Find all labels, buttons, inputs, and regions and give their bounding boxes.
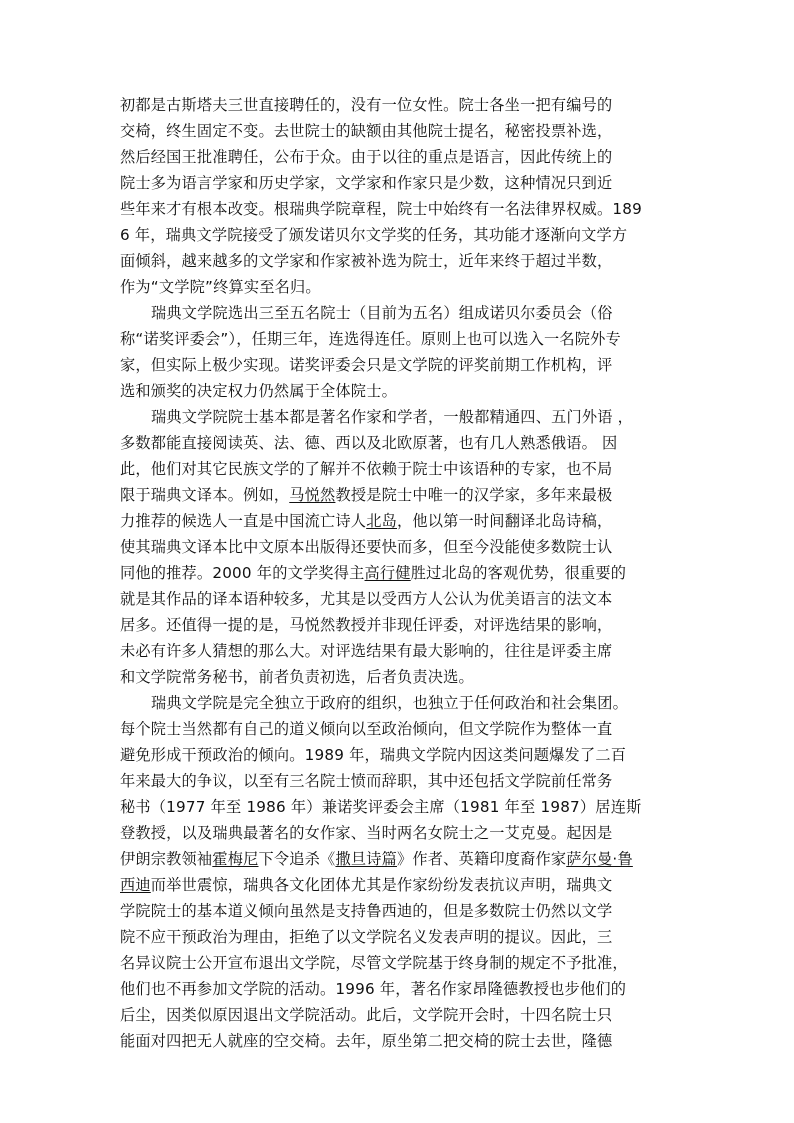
text-line	[120, 196, 680, 222]
text-segment: 力推荐的候选人一直是中国流亡诗人	[120, 512, 367, 530]
hyperlink[interactable]: 北岛	[366, 512, 397, 530]
text-segment: 下令追杀《	[258, 850, 336, 868]
text-segment: 年来最大的争议，以至有三名院士愤而辞职，其中还包括文学院前任常务	[120, 772, 613, 790]
text-line	[120, 118, 680, 144]
hyperlink[interactable]: 撒旦诗篇	[335, 850, 397, 868]
text-line	[120, 820, 680, 846]
text-segment: 初都是古斯塔夫三世直接聘任的，没有一位女性。院士各坐一把有编号的	[120, 96, 613, 114]
text-line	[120, 482, 680, 508]
text-line	[120, 456, 680, 482]
text-segment: 院士多为语言学家和历史学家，文学家和作家只是少数，这种情况只到近	[120, 174, 613, 192]
text-segment: 伊朗宗教领袖	[120, 850, 213, 868]
text-segment: 瑞典文学院是完全独立于政府的组织，也独立于任何政治和社会集团。	[151, 694, 629, 712]
text-line	[120, 92, 680, 118]
text-line	[120, 664, 680, 690]
text-segment: 避免形成干预政治的倾向。1989 年，瑞典文学院内因这类问题爆发了二百	[120, 746, 627, 764]
text-segment: 作为“文学院”终算实至名归。	[120, 278, 321, 296]
text-segment: 选和颁奖的决定权力仍然属于全体院士。	[120, 382, 397, 400]
text-line	[120, 560, 680, 586]
text-segment: 居多。还值得一提的是，马悦然教授并非现任评委，对评选结果的影响，	[120, 616, 613, 634]
text-segment: 》作者、英籍印度裔作家	[397, 850, 567, 868]
hyperlink[interactable]: 高行健	[364, 564, 411, 582]
text-line	[120, 430, 680, 456]
text-line	[120, 950, 680, 976]
text-line	[120, 1002, 680, 1028]
text-line	[120, 976, 680, 1002]
text-line	[120, 170, 680, 196]
text-line	[120, 508, 680, 534]
text-line	[120, 378, 680, 404]
text-segment: 院不应干预政治为理由，拒绝了以文学院名义发表声明的提议。因此，三	[120, 928, 613, 946]
text-line	[120, 846, 680, 872]
text-segment: 秘书（1977 年至 1986 年）兼诺奖评委会主席（1981 年至 1987）居连斯	[120, 798, 642, 816]
text-line	[120, 352, 680, 378]
text-segment: 胜过北岛的客观优势，很重要的	[410, 564, 627, 582]
text-segment: 登教授，以及瑞典最著名的女作家、当时两名女院士之一艾克曼。起因是	[120, 824, 613, 842]
text-segment: 面倾斜，越来越多的文学家和作家被补选为院士，近年来终于超过半数，	[120, 252, 613, 270]
text-segment: 限于瑞典文译本。例如，	[120, 486, 290, 504]
text-segment: 家，但实际上极少实现。诺奖评委会只是文学院的评奖前期工作机构，评	[120, 356, 613, 374]
text-line	[120, 274, 680, 300]
text-segment: 能面对四把无人就座的空交椅。去年，原坐第二把交椅的院士去世，隆德	[120, 1032, 613, 1050]
document-page	[120, 92, 680, 1054]
hyperlink[interactable]: 霍梅尼	[212, 850, 259, 868]
text-line	[120, 794, 680, 820]
hyperlink[interactable]: 西迪	[120, 876, 151, 894]
text-line	[120, 898, 680, 924]
text-segment: 6 年，瑞典文学院接受了颁发诺贝尔文学奖的任务，其功能才逐渐向文学方	[120, 226, 628, 244]
text-segment: 后尘，因类似原因退出文学院活动。此后，文学院开会时，十四名院士只	[120, 1006, 613, 1024]
text-line	[120, 872, 680, 898]
text-line	[120, 300, 680, 326]
hyperlink[interactable]: 萨尔曼·鲁	[566, 850, 633, 868]
text-segment: ，他以第一时间翻译北岛诗稿，	[396, 512, 613, 530]
text-segment: 学院院士的基本道义倾向虽然是支持鲁西迪的，但是多数院士仍然以文学	[120, 902, 613, 920]
text-line	[120, 534, 680, 560]
text-line	[120, 690, 680, 716]
text-segment: 瑞典文学院选出三至五名院士（目前为五名）组成诺贝尔委员会（俗	[151, 304, 613, 322]
text-segment: 就是其作品的译本语种较多，尤其是以受西方人公认为优美语言的法文本	[120, 590, 613, 608]
text-segment: 他们也不再参加文学院的活动。1996 年，著名作家昂隆德教授也步他们的	[120, 980, 627, 998]
text-line	[120, 638, 680, 664]
text-segment: 然后经国王批准聘任，公布于众。由于以往的重点是语言，因此传统上的	[120, 148, 613, 166]
text-segment: 未必有许多人猜想的那么大。对评选结果有最大影响的，往往是评委主席	[120, 642, 613, 660]
text-segment: 名异议院士公开宣布退出文学院，尽管文学院基于终身制的规定不予批准，	[120, 954, 628, 972]
text-segment: 交椅，终生固定不变。去世院士的缺额由其他院士提名，秘密投票补选，	[120, 122, 613, 140]
text-line	[120, 248, 680, 274]
text-line	[120, 404, 680, 430]
text-segment: 同他的推荐。2000 年的文学奖得主	[120, 564, 365, 582]
text-segment: 每个院士当然都有自己的道义倾向以至政治倾向，但文学院作为整体一直	[120, 720, 613, 738]
text-segment: 称“诺奖评委会”），任期三年，连选得连任。原则上也可以选入一名院外专	[120, 330, 621, 348]
text-segment: 此，他们对其它民族文学的了解并不依赖于院士中该语种的专家，也不局	[120, 460, 613, 478]
text-line	[120, 612, 680, 638]
text-segment: 使其瑞典文译本比中文原本出版得还要快而多，但至今没能使多数院士认	[120, 538, 613, 556]
text-segment: 些年来才有根本改变。根瑞典学院章程，院士中始终有一名法律界权威。189	[120, 200, 642, 218]
text-line	[120, 924, 680, 950]
text-line	[120, 742, 680, 768]
text-line	[120, 716, 680, 742]
text-line	[120, 1028, 680, 1054]
hyperlink[interactable]: 马悦然	[289, 486, 336, 504]
text-segment: 瑞典文学院院士基本都是著名作家和学者，一般都精通四、五门外语 ，	[151, 408, 634, 426]
text-segment: 而举世震惊，瑞典各文化团体尤其是作家纷纷发表抗议声明，瑞典文	[150, 876, 613, 894]
text-line	[120, 326, 680, 352]
text-segment: 教授是院士中唯一的汉学家，多年来最极	[335, 486, 613, 504]
text-line	[120, 222, 680, 248]
text-line	[120, 586, 680, 612]
text-line	[120, 144, 680, 170]
text-segment: 多数都能直接阅读英、法、德、西以及北欧原著，也有几人熟悉俄语。 因	[120, 434, 618, 452]
text-line	[120, 768, 680, 794]
text-segment: 和文学院常务秘书，前者负责初选，后者负责决选。	[120, 668, 474, 686]
